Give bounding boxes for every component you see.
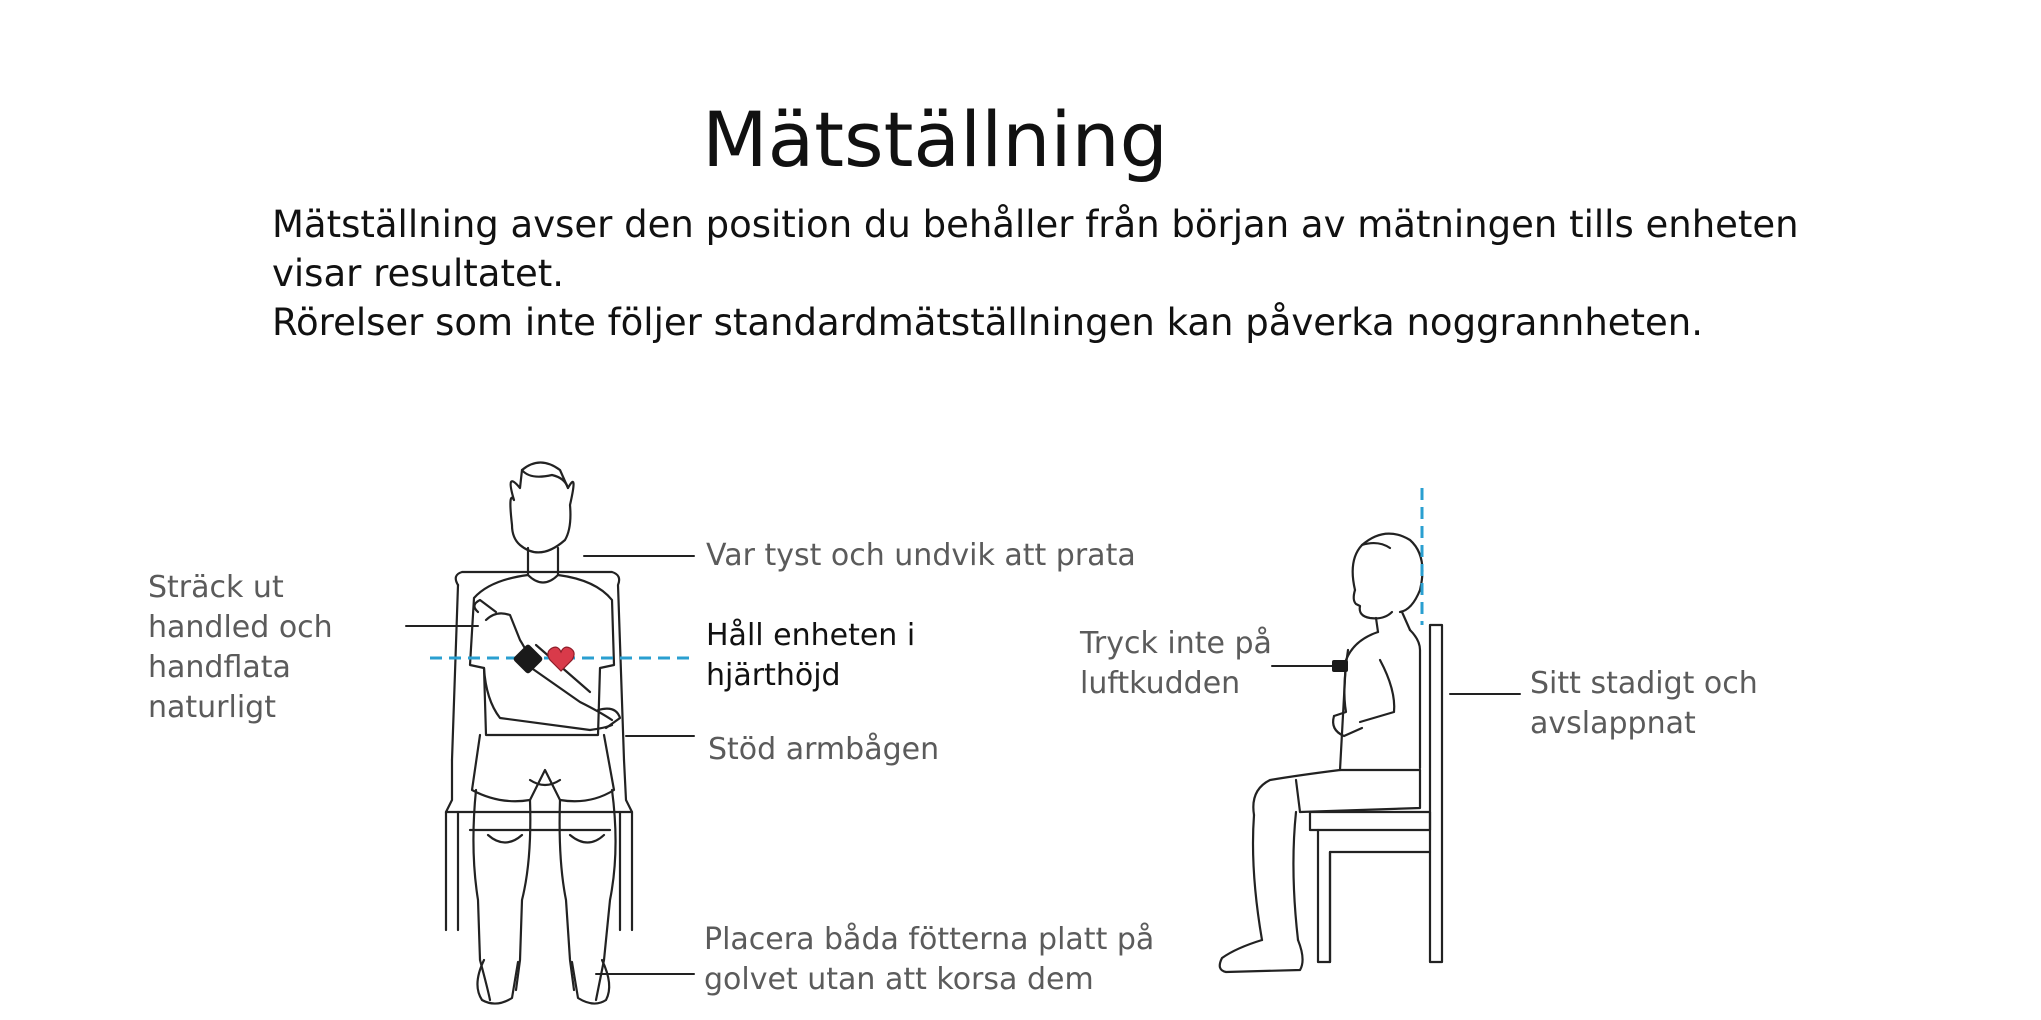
intro-line-1: Mätställning avser den position du behåller från början av mätningen tills enheten — [272, 203, 1799, 246]
heart-icon — [548, 647, 574, 671]
sit-instruction-label: Sitt stadigt och avslappnat — [1530, 666, 1758, 741]
intro-line-3: Rörelser som inte följer standardmätställningen kan påverka noggrannheten. — [272, 301, 1704, 344]
front-person — [470, 463, 620, 1004]
page-title: Mätställning — [702, 95, 1168, 184]
feet-instruction-label: Placera båda fötterna platt på golvet utan att korsa dem — [704, 922, 1155, 997]
elbow-instruction-label: Stöd armbågen — [708, 732, 940, 767]
airbag-instruction-label: Tryck inte på luftkudden — [1080, 626, 1272, 701]
side-person — [1220, 534, 1423, 972]
quiet-instruction-label: Var tyst och undvik att prata — [706, 538, 1136, 573]
wrist-instruction-label: Sträck ut handled och handflata naturligt — [148, 570, 333, 725]
intro-line-2: visar resultatet. — [272, 252, 564, 295]
leader-lines — [406, 556, 1520, 974]
side-device-icon — [1332, 660, 1348, 672]
heart-level-instruction-label: Håll enheten i hjärthöjd — [706, 618, 916, 693]
side-chair — [1310, 625, 1442, 962]
